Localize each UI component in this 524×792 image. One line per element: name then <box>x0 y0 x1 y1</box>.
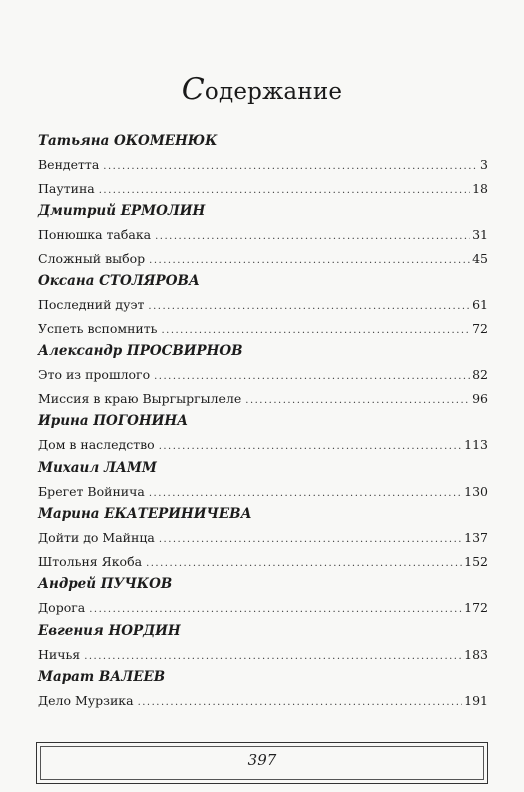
entry-page-number: 61 <box>472 297 488 312</box>
entry-page-number: 18 <box>472 180 488 196</box>
entry-page-number: 72 <box>472 320 488 336</box>
author-name: Татьяна ОКОМЕНЮК <box>38 133 218 149</box>
author-name: Оксана СТОЛЯРОВА <box>38 273 200 289</box>
page-number-frame <box>36 742 488 784</box>
entry-title: Дорога <box>38 600 86 615</box>
toc-entry <box>38 480 488 504</box>
dot-leader <box>159 435 462 459</box>
author-name: Марина ЕКАТЕРИНИЧЕВА <box>38 506 252 522</box>
dot-leader <box>149 482 462 506</box>
author-name: Андрей ПУЧКОВ <box>38 576 173 592</box>
toc-entry <box>38 363 488 387</box>
dot-leader <box>161 319 470 343</box>
entry-page-number: 82 <box>472 367 488 382</box>
toc-entry <box>38 550 488 574</box>
entry-page-number: 152 <box>464 553 488 569</box>
entry-title: Миссия в краю Выргыргылеле <box>38 390 242 406</box>
dot-leader <box>154 365 470 389</box>
toc-entry <box>38 526 488 550</box>
dot-leader <box>155 225 470 249</box>
entry-title: Паутина <box>38 180 95 196</box>
entry-page-number: 45 <box>472 250 488 266</box>
toc-entry <box>38 293 488 317</box>
entry-title: Штольня Якоба <box>38 553 143 569</box>
author-name: Александр ПРОСВИРНОВ <box>38 343 243 359</box>
author-name: Ирина ПОГОНИНА <box>38 413 189 429</box>
page-title <box>0 72 524 107</box>
toc-entry <box>38 433 488 457</box>
entry-title: Дойти до Майнца <box>38 530 155 545</box>
toc-entry <box>38 643 488 667</box>
dot-leader <box>138 691 463 715</box>
entry-page-number: 172 <box>464 600 488 615</box>
entry-title: Вендетта <box>38 157 100 172</box>
dot-leader <box>103 155 478 179</box>
toc-entry <box>38 596 488 620</box>
entry-page-number: 130 <box>464 483 488 499</box>
entry-page-number: 113 <box>464 437 488 452</box>
author-name: Евгения НОРДИН <box>38 622 181 639</box>
entry-page-number: 191 <box>464 693 488 708</box>
dot-leader <box>148 295 470 319</box>
dot-leader <box>99 179 470 203</box>
entry-title: Ничья <box>38 646 81 662</box>
title-initial: С <box>181 72 205 107</box>
toc-entry <box>38 247 488 271</box>
entry-title: Дело Мурзика <box>38 693 134 708</box>
entry-page-number: 3 <box>480 157 488 172</box>
toc-entry <box>38 177 488 201</box>
toc-entry <box>38 153 488 177</box>
dot-leader <box>159 528 462 552</box>
entry-page-number: 137 <box>464 530 488 545</box>
entry-page-number: 31 <box>472 227 488 242</box>
author-name: Михаил ЛАММ <box>38 459 157 476</box>
entry-page-number: 96 <box>472 390 488 406</box>
table-of-contents <box>38 130 488 713</box>
dot-leader <box>245 389 470 413</box>
entry-page-number: 183 <box>464 646 488 662</box>
author-name: Марат ВАЛЕЕВ <box>38 669 166 685</box>
entry-title: Последний дуэт <box>38 297 145 312</box>
dot-leader <box>89 598 462 622</box>
toc-entry <box>38 317 488 341</box>
entry-title: Сложный выбор <box>38 250 146 266</box>
dot-leader <box>149 249 470 273</box>
page-number: 397 <box>247 751 277 769</box>
toc-entry <box>38 689 488 713</box>
entry-title: Дом в наследство <box>38 437 155 452</box>
entry-title: Это из прошлого <box>38 367 151 382</box>
dot-leader <box>84 645 462 669</box>
toc-entry <box>38 387 488 411</box>
entry-title: Понюшка табака <box>38 227 152 242</box>
author-name: Дмитрий ЕРМОЛИН <box>38 203 206 219</box>
entry-title: Брегет Войнича <box>38 483 145 499</box>
toc-entry <box>38 223 488 247</box>
title-rest: одержание <box>204 79 343 105</box>
dot-leader <box>146 552 462 576</box>
entry-title: Успеть вспомнить <box>38 320 158 336</box>
